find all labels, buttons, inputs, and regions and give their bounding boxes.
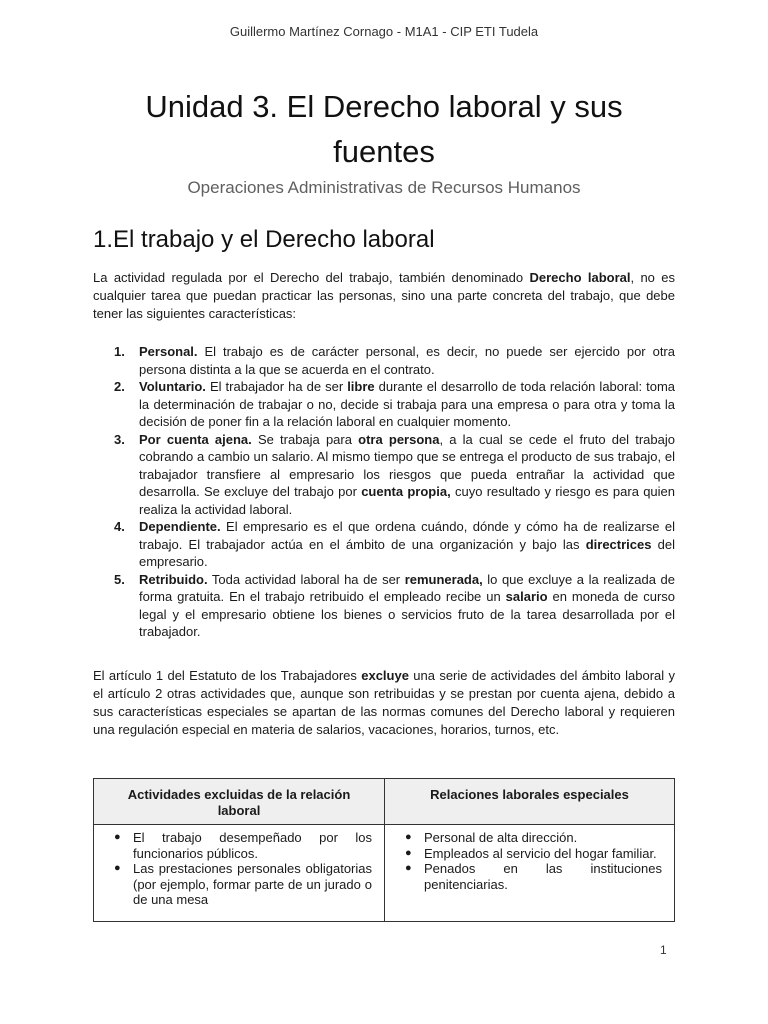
- page-header: Guillermo Martínez Cornago - M1A1 - CIP ETI Tudela: [229, 24, 539, 39]
- list-item: ● Penados en las instituciones penitenciarias.: [397, 861, 662, 892]
- list-item: ● El trabajo desempeñado por los funcionarios públicos.: [106, 830, 372, 861]
- intro-paragraph: La actividad regulada por el Derecho del trabajo, también denominado Derecho laboral, no es cualquier tarea que puedan practicar las personas, sino una parte concreta del trabajo, que debe tener las siguientes características:: [93, 270, 675, 321]
- list-item: 1. Personal. El trabajo es de carácter personal, es decir, no puede ser ejercido por otra persona distinta a la que se acuerda en el contrato.: [114, 344, 675, 377]
- table-row: [94, 825, 675, 922]
- table-header-excluded: Actividades excluidas de la relación laboral: [94, 779, 385, 825]
- list-item: ● Personal de alta dirección.: [397, 830, 662, 846]
- table-header-special: Relaciones laborales especiales: [385, 779, 675, 825]
- list-item: 4. Dependiente. El empresario es el que ordena cuándo, dónde y cómo ha de realizarse el trabajo. El trabajador actúa en el ámbito de una organización y bajo las directrices del empresario.: [114, 519, 675, 569]
- section-heading: 1.El trabajo y el Derecho laboral: [93, 226, 435, 253]
- table-cell-special: [385, 825, 675, 922]
- relations-table: [93, 778, 675, 922]
- list-item: 3. Por cuenta ajena. Se trabaja para otra persona, a la cual se cede el fruto del trabajo cobrando a cambio un salario. Al mismo tiempo que se entrega el producto de sus trabajo, el trabajador transfiere al empresario los riesgos que pueda entrañar la actividad que desarrolla. Se excluye del trabajo por cuenta propia, cuyo resultado y riesgo es para quien realiza la actividad laboral.: [114, 431, 675, 517]
- list-item: ● Las prestaciones personales obligatorias (por ejemplo, formar parte de un jurado o de una mesa: [106, 861, 372, 908]
- list-item: 5. Retribuido. Toda actividad laboral ha de ser remunerada, lo que excluye a la realizada de forma gratuita. En el trabajo retribuido el empleado recibe un salario en moneda de curso legal y el empresario obtiene los bienes o servicios fruto de la tarea desarrollada por el trabajador.: [114, 571, 676, 639]
- exclusions-paragraph: El artículo 1 del Estatuto de los Trabajadores excluye una serie de actividades del ámbito laboral y el artículo 2 otras actividades que, aunque son retribuidas y se prestan por cuenta ajena, debido a sus características especiales se apartan de las normas comunes del Derecho laboral y requieren una regulación especial en materia de salarios, vacaciones, horarios, turnos, etc.: [93, 668, 675, 737]
- page-number: 1: [660, 943, 667, 957]
- list-item: ● Empleados al servicio del hogar familiar.: [397, 846, 662, 862]
- table-header-row: [94, 779, 675, 825]
- list-item: 2. Voluntario. El trabajador ha de ser libre durante el desarrollo de toda relación laboral: toma la determinación de trabajar o no, decide si trabaja para una empresa o para otra y toma la decisión de poner fin a la relación laboral en cualquier momento.: [114, 379, 675, 429]
- characteristics-list: [109, 343, 675, 641]
- table-cell-excluded: [94, 825, 385, 922]
- document-subtitle: Operaciones Administrativas de Recursos Humanos: [187, 178, 581, 197]
- document-title: Unidad 3. El Derecho laboral y sus fuentes: [145, 89, 623, 169]
